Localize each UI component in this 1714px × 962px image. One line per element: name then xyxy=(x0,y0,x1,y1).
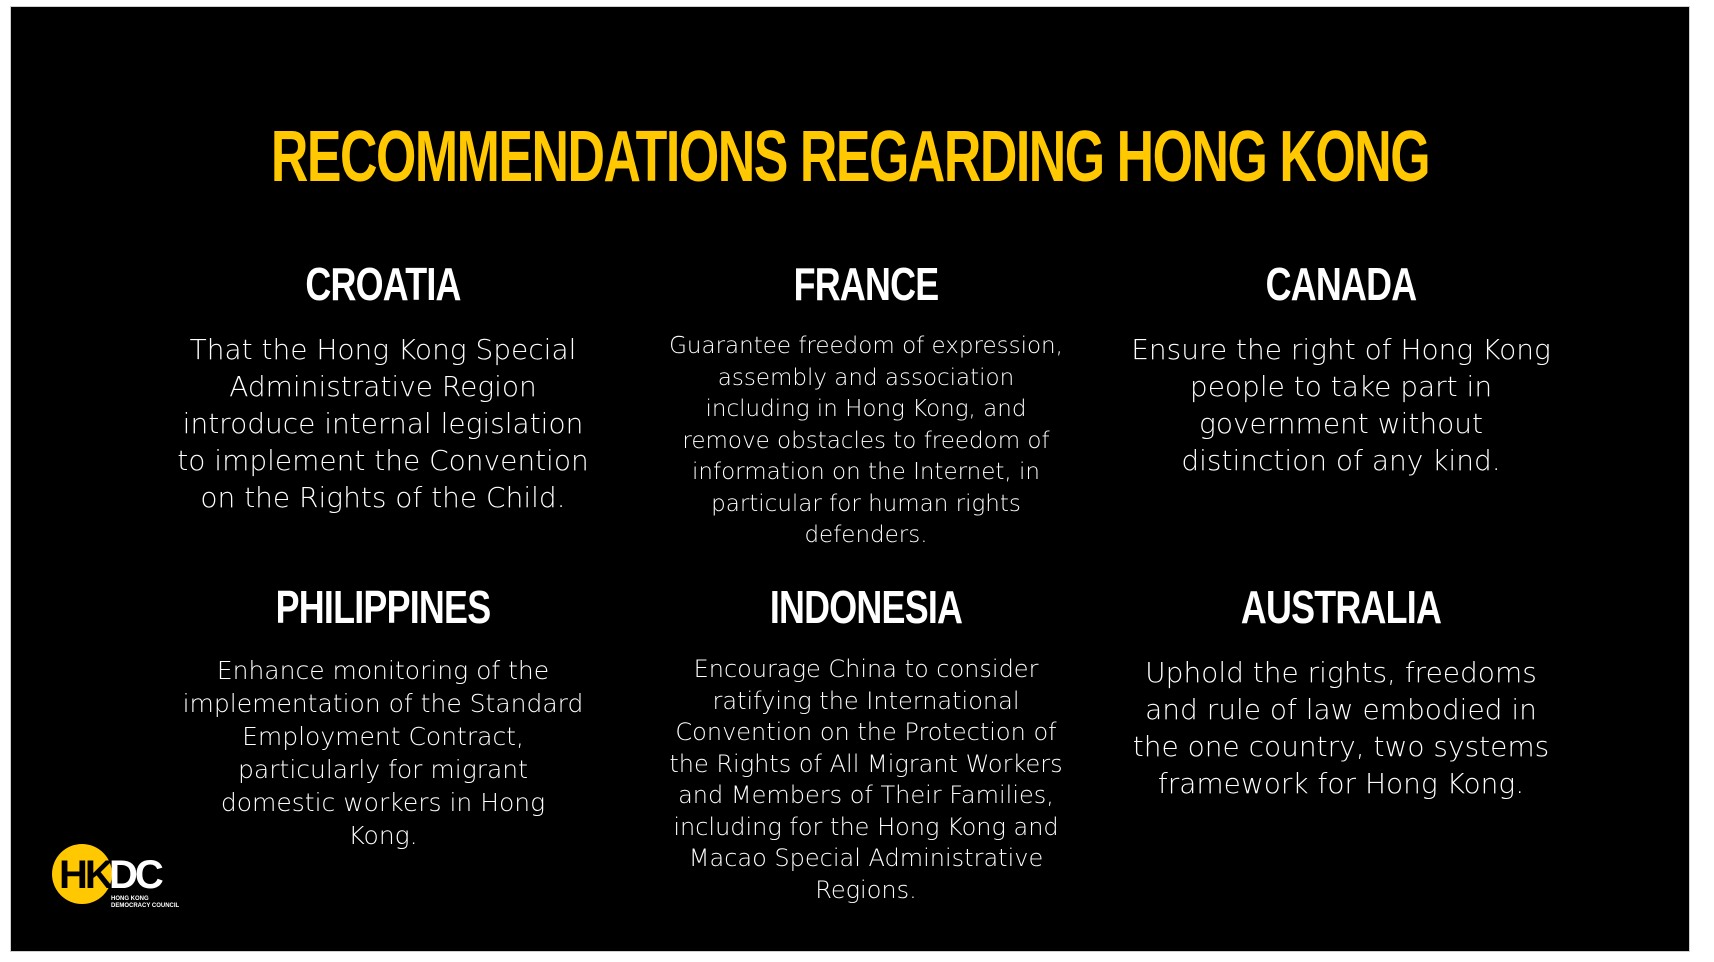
country-heading: FRANCE xyxy=(793,258,939,310)
hkdc-logo-mark xyxy=(51,843,181,915)
recommendation-australia xyxy=(1121,580,1561,802)
country-heading: CROATIA xyxy=(305,258,461,310)
recommendation-text: That the Hong Kong Special Administrative Region introduce internal legislation to implement the Convention on the Rights of the Child. xyxy=(177,333,589,514)
recommendation-text: Ensure the right of Hong Kong people to take part in government without distinction of any kind. xyxy=(1131,333,1551,477)
recommendation-croatia xyxy=(163,257,603,516)
svg-text:DC: DC xyxy=(109,853,161,897)
recommendation-text: Guarantee freedom of expression, assembly and association including in Hong Kong, and remove obstacles to freedom of information on the Internet, in particular for human rights defenders. xyxy=(669,333,1063,548)
recommendation-france xyxy=(641,257,1091,552)
country-heading: INDONESIA xyxy=(769,581,963,633)
svg-text:HONG KONG: HONG KONG xyxy=(111,896,149,902)
svg-text:DEMOCRACY COUNCIL: DEMOCRACY COUNCIL xyxy=(111,903,180,909)
page-title: RECOMMENDATIONS REGARDING HONG KONG xyxy=(270,117,1430,197)
hkdc-logo xyxy=(51,843,181,915)
recommendation-text: Enhance monitoring of the implementation of the Standard Employment Contract, particularly for migrant domestic workers in Hong Kong. xyxy=(182,656,584,850)
recommendation-text: Uphold the rights, freedoms and rule of law embodied in the one country, two systems framework for Hong Kong. xyxy=(1132,656,1550,800)
country-heading: PHILIPPINES xyxy=(275,581,491,633)
country-heading: AUSTRALIA xyxy=(1240,581,1442,633)
recommendation-philippines xyxy=(163,580,603,852)
recommendation-text: Encourage China to consider ratifying the International Convention on the Protection of the Rights of All Migrant Workers and Members of Their Families, including for the Hong Kong and Macao Special Administrative Regions. xyxy=(669,655,1063,904)
recommendation-canada xyxy=(1121,257,1561,479)
country-heading: CANADA xyxy=(1265,258,1417,310)
recommendation-indonesia xyxy=(641,580,1091,906)
slide xyxy=(10,6,1690,952)
svg-text:HK: HK xyxy=(59,853,111,897)
